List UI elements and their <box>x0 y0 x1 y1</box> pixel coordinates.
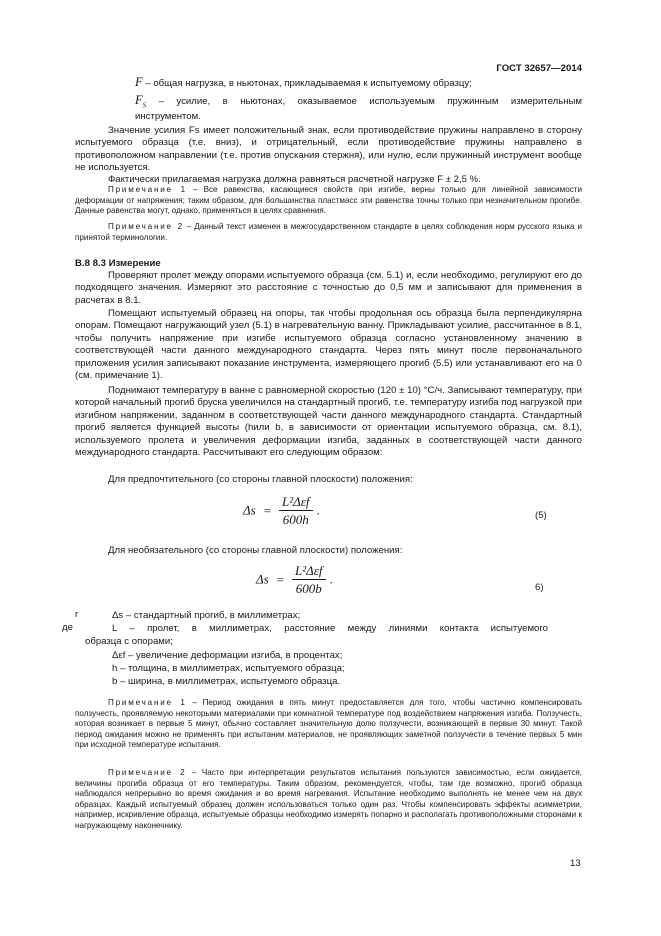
where-item-def: Δεf – увеличение деформации изгиба, в процентах; <box>112 649 343 661</box>
note-2-top-label: Примечание 2 <box>108 222 184 231</box>
section-heading: В.8 8.3 Измерение <box>75 258 161 269</box>
formula-6-number: 6) <box>535 582 544 593</box>
formula-5-fraction <box>279 494 313 527</box>
paragraph-force-sign: Значение усилия Fs имеет положительный знак, если противодействие пружины направлено в сторону испытуемого образца (т.е. вниз), и отрицательный, если противодействие пружины направлено в противоположном направлении (т.е. против опускания стержня), или нулю, если пружинный инструмент вообще не используется. <box>75 125 582 174</box>
paragraph-specimen-placement: Помещают испытуемый образец на опоры, так чтобы продольная ось образца была перпендикулярна опорам. Помещают нагружающий узел (5.1) в нагревательную ванну. Прикладывают усилие, рассчитанное в 8.1, чтобы получить напряжение при изгибе испытуемого образца согласно установленному значению в соответствующей части данного международного стандарта. Через пять минут после первоначального приложения усилия записывают показание инструмента, измеряющего прогиб (5.5) или устанавливают его на 0 (см. примечание 1). <box>75 308 582 382</box>
formula-6 <box>256 563 333 596</box>
note-2-bottom-text: – Часто при интерпретации результатов испытания пользуются зависимостью, если ожидается, величины прогиба образца от его температуры. Таким образом, рекомендуется, чтобы, там где возможно, прогиб образца наблюдался непрерывно во время ожидания и во время нагревания. Испытание необходимо выполнять не менее чем на двух образцах. Каждый испытуемый образец должен использоваться только один раз. Чтобы компенсировать эффекты асимметрии, например, искривление образца, испытуемые образцы необходимо измерять попарно и располагать противоположными сторонами к нагружающему наконечнику. <box>75 768 583 830</box>
note-2-bottom-label: Примечание 2 <box>108 768 187 777</box>
note-2-top <box>75 222 582 243</box>
note-1-top-label: Примечание 1 <box>108 185 187 194</box>
definition-F <box>135 75 472 91</box>
formula-5-period: . <box>316 502 320 518</box>
definition-Fs-continuation: инструментом. <box>135 111 201 122</box>
paragraph-optional-position: Для необязательного (со стороны главной плоскости) положения: <box>108 545 403 556</box>
formula-5-denominator: 600h <box>282 512 309 527</box>
formula-6-fraction <box>292 563 326 596</box>
formula-5-number: (5) <box>535 510 547 521</box>
document-header: ГОСТ 32657—2014 <box>496 63 582 74</box>
note-2-bottom <box>75 768 582 832</box>
definition-Fs-text: – усилие, в ньютонах, оказываемое используемым пружинным измерительным <box>158 96 582 107</box>
where-list <box>85 609 582 688</box>
formula-5-numerator: L²Δεf <box>279 494 313 511</box>
formula-6-equals: = <box>276 571 285 587</box>
note-2-top-text: – Данный текст изменен в межгосударственном стандарте в целях соблюдения норм русского языка и принятой терминологии. <box>75 222 583 242</box>
formula-6-period: . <box>329 571 333 587</box>
paragraph-temperature-raise: Поднимают температуру в ванне с равномерной скоростью (120 ± 10) °С/ч. Записывают температуру, при которой начальный прогиб бруска увеличился на стандартный прогиб, т.е. температуру изгиба под нагрузкой при изгибном напряжении, заданном в соответствующей части данного международного стандарта. Стандартный прогиб является функцией высоты (hили b, в зависимости от ориентации испытуемого образца, см. 8.1), используемого пролета и увеличения деформации изгиба, заданных в соответствующей части данного международного стандарта. Рассчитывают его следующим образом: <box>75 385 582 459</box>
definition-F-text: – общая нагрузка, в ньютонах, прикладываемая к испытуемому образцу; <box>145 78 472 89</box>
where-g: г <box>75 609 79 620</box>
formula-5-equals: = <box>263 502 272 518</box>
where-item-b: b – ширина, в миллиметрах, испытуемого образца. <box>112 676 341 688</box>
where-item-ds: Δs – стандартный прогиб, в миллиметрах; <box>112 610 301 621</box>
note-1-bottom-text: – Период ожидания в пять минут предоставляется для того, чтобы частично компенсировать ползучесть, проявляемую некоторыми материалами при комнатной температуре под воздействием напряжения изгиба. Ползучесть, которая возникает в первые 5 минут, обычно составляет значительную долю ползучести, возникающей в первые 30 минут. Такой период ожидания можно не применять при испытании материалов, не проявляющих заметной ползучести в течение первых 5 мин при исходной температуре испытания. <box>75 698 582 750</box>
where-item-L: L – пролет, в миллиметрах, расстояние между линиями контакта испытуемого <box>112 623 548 635</box>
where-de: де <box>62 622 73 633</box>
note-1-top-text: – Все равенства, касающиеся свойств при изгибе, верны только для линейной зависимости деформации от напряжения; таким образом, для большинства пластмасс эти равенства точны только при незначительном прогибе. Данные равенства могут, однако, применяться в целях сравнения. <box>75 185 583 216</box>
where-item-h: h – толщина, в миллиметрах, испытуемого образца; <box>112 662 345 674</box>
note-1-bottom-label: Примечание 1 <box>108 698 187 707</box>
definition-Fs <box>135 93 582 113</box>
paragraph-span-measurement: Проверяют пролет между опорами испытуемого образца (см. 5.1) и, если необходимо, регулируют его до подходящего значения. Измеряют это расстояние с точностью до 0,5 мм и записывают для применения в расчетах в 8.1. <box>75 270 582 306</box>
formula-5 <box>243 494 320 527</box>
where-item-L-cont: образца с опорами; <box>85 636 173 648</box>
formula-6-denominator: 600b <box>295 581 322 596</box>
page-number: 13 <box>570 858 581 869</box>
paragraph-actual-load: Фактически прилагаемая нагрузка должна равняться расчетной нагрузке F ± 2,5 %. <box>108 174 481 185</box>
formula-6-lhs: Δs <box>256 571 269 587</box>
note-1-top <box>75 185 582 217</box>
symbol-F: F <box>135 75 143 89</box>
symbol-Fs: $F_S$ <box>135 93 147 110</box>
note-1-bottom <box>75 698 582 751</box>
formula-6-numerator: L²Δεf <box>292 563 326 580</box>
formula-5-lhs: Δs <box>243 502 256 518</box>
paragraph-preferred-position: Для предпочтительного (со стороны главной плоскости) положения: <box>108 474 413 485</box>
